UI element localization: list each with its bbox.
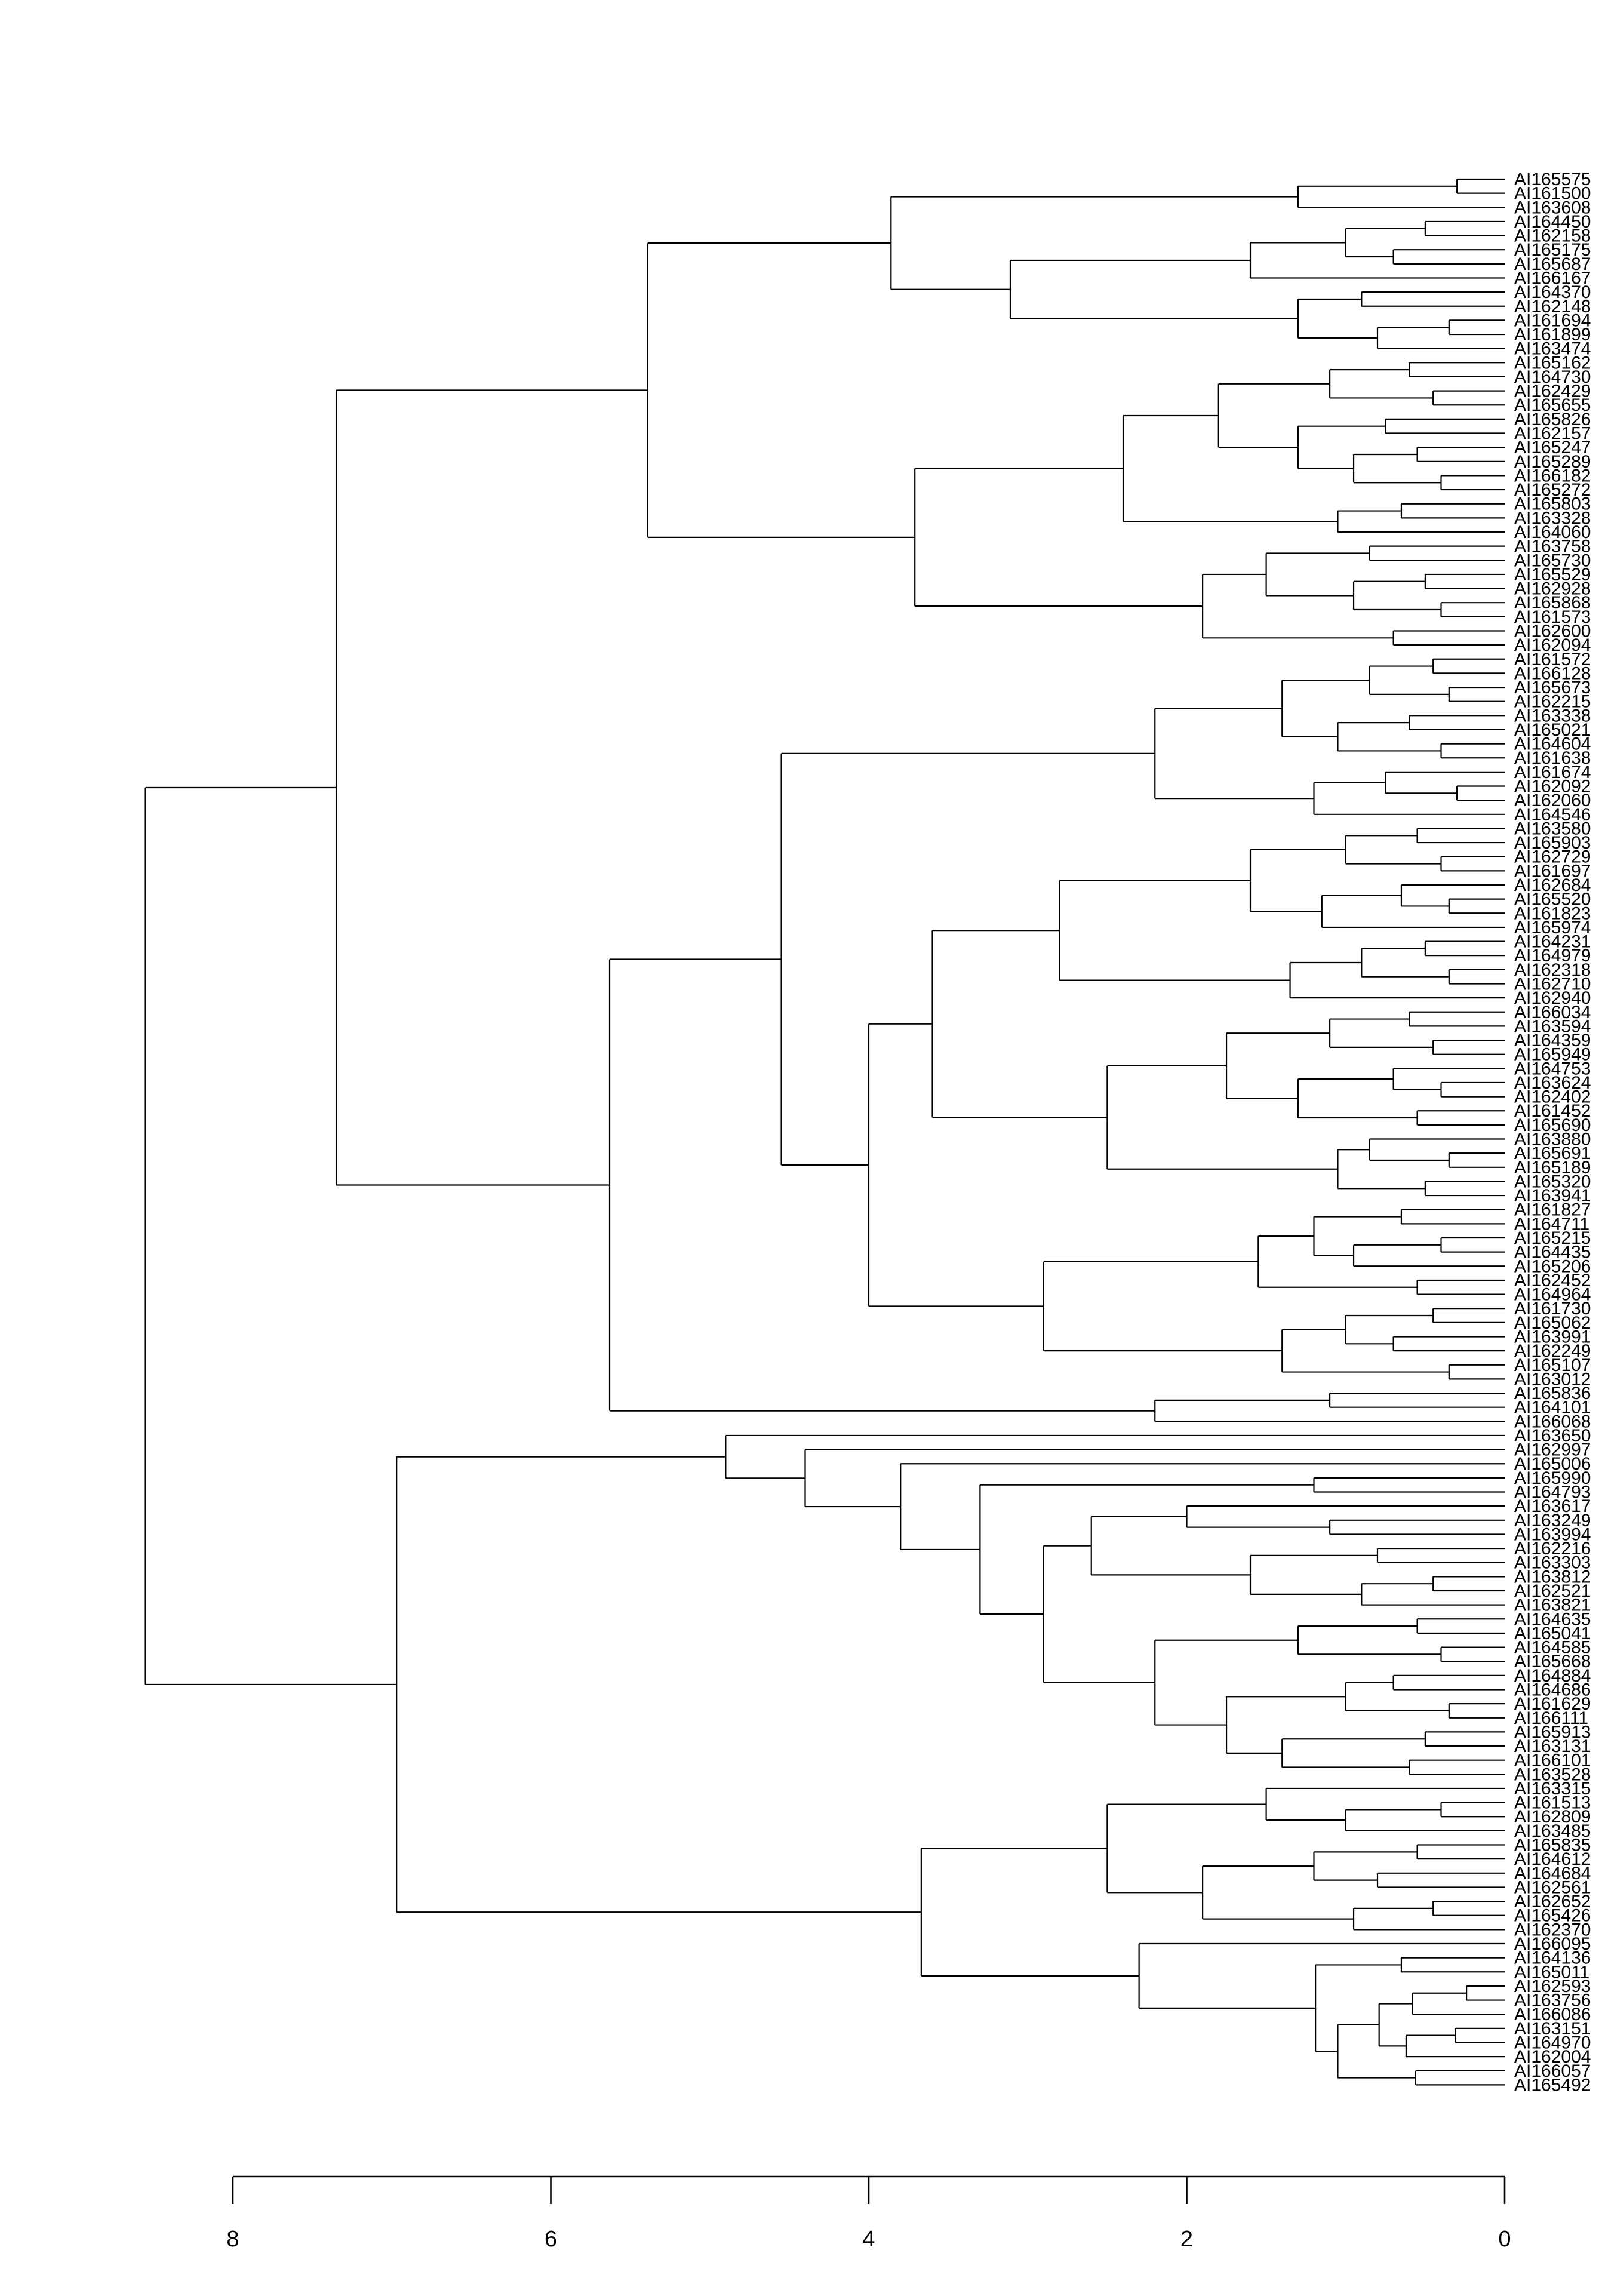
- leaf-label: AI163151: [1514, 2018, 1591, 2039]
- leaf-label: AI165107: [1514, 1355, 1591, 1375]
- leaf-label: AI165189: [1514, 1157, 1591, 1178]
- leaf-label: AI162809: [1514, 1807, 1591, 1827]
- leaf-label: AI166068: [1514, 1412, 1591, 1432]
- leaf-label: AI162429: [1514, 381, 1591, 401]
- leaf-label: AI166101: [1514, 1750, 1591, 1771]
- leaf-label: AI165006: [1514, 1454, 1591, 1474]
- leaf-label: AI164686: [1514, 1680, 1591, 1700]
- leaf-label: AI163131: [1514, 1736, 1591, 1757]
- leaf-label: AI165730: [1514, 551, 1591, 571]
- leaf-label: AI165868: [1514, 593, 1591, 613]
- leaf-label: AI165835: [1514, 1835, 1591, 1855]
- leaf-label: AI161572: [1514, 649, 1591, 669]
- leaf-label: AI163474: [1514, 339, 1591, 359]
- leaf-label: AI164546: [1514, 804, 1591, 825]
- leaf-label: AI162452: [1514, 1270, 1591, 1290]
- leaf-label: AI161827: [1514, 1200, 1591, 1220]
- leaf-label: AI163608: [1514, 198, 1591, 218]
- leaf-label: AI166182: [1514, 466, 1591, 486]
- leaf-label: AI162004: [1514, 2047, 1591, 2067]
- leaf-label: AI161513: [1514, 1793, 1591, 1813]
- leaf-label: AI161899: [1514, 325, 1591, 345]
- leaf-labels: [1514, 170, 1591, 2095]
- leaf-label: AI161573: [1514, 607, 1591, 627]
- leaf-label: AI166034: [1514, 1002, 1591, 1022]
- leaf-label: AI165903: [1514, 833, 1591, 853]
- leaf-label: AI162710: [1514, 974, 1591, 994]
- leaf-label: AI165272: [1514, 480, 1591, 500]
- leaf-label: AI162600: [1514, 621, 1591, 641]
- axis-tick-label: 2: [1180, 2227, 1194, 2252]
- dendrogram-tree: [146, 179, 1505, 2085]
- leaf-label: AI163303: [1514, 1553, 1591, 1573]
- leaf-label: AI165803: [1514, 494, 1591, 514]
- leaf-label: AI165826: [1514, 409, 1591, 429]
- leaf-label: AI165162: [1514, 353, 1591, 373]
- leaf-label: AI162215: [1514, 691, 1591, 712]
- leaf-label: AI163941: [1514, 1186, 1591, 1206]
- leaf-label: AI162652: [1514, 1892, 1591, 1912]
- leaf-label: AI166095: [1514, 1934, 1591, 1954]
- leaf-label: AI165175: [1514, 240, 1591, 260]
- leaf-label: AI165655: [1514, 395, 1591, 416]
- leaf-label: AI162370: [1514, 1920, 1591, 1940]
- leaf-label: AI163756: [1514, 1990, 1591, 2011]
- leaf-label: AI161674: [1514, 762, 1591, 782]
- leaf-label: AI164730: [1514, 367, 1591, 387]
- leaf-label: AI164359: [1514, 1031, 1591, 1051]
- leaf-label: AI164964: [1514, 1284, 1591, 1305]
- leaf-label: AI162729: [1514, 847, 1591, 867]
- leaf-label: AI164231: [1514, 932, 1591, 952]
- leaf-label: AI164711: [1514, 1214, 1590, 1234]
- leaf-label: AI163624: [1514, 1072, 1591, 1093]
- leaf-label: AI163594: [1514, 1016, 1591, 1037]
- leaf-label: AI163012: [1514, 1369, 1591, 1390]
- leaf-label: AI165041: [1514, 1623, 1591, 1643]
- leaf-label: AI165668: [1514, 1652, 1591, 1672]
- leaf-label: AI161694: [1514, 311, 1591, 331]
- leaf-label: AI163328: [1514, 508, 1591, 528]
- leaf-label: AI163994: [1514, 1524, 1591, 1545]
- leaf-label: AI165320: [1514, 1172, 1591, 1192]
- leaf-label: AI162092: [1514, 776, 1591, 797]
- leaf-label: AI165990: [1514, 1468, 1591, 1488]
- leaf-label: AI162593: [1514, 1976, 1591, 1996]
- leaf-label: AI165215: [1514, 1228, 1591, 1248]
- leaf-label: AI166128: [1514, 663, 1591, 684]
- leaf-label: AI164450: [1514, 211, 1591, 232]
- leaf-label: AI161500: [1514, 183, 1591, 204]
- leaf-label: AI161823: [1514, 903, 1591, 924]
- axis-tick-label: 4: [862, 2227, 875, 2252]
- leaf-label: AI163821: [1514, 1595, 1591, 1615]
- leaf-label: AI166057: [1514, 2061, 1591, 2081]
- leaf-label: AI163315: [1514, 1778, 1591, 1799]
- leaf-label: AI163758: [1514, 536, 1591, 557]
- leaf-label: AI163650: [1514, 1425, 1591, 1446]
- leaf-label: AI165673: [1514, 678, 1591, 698]
- leaf-label: AI165021: [1514, 720, 1591, 740]
- leaf-label: AI164753: [1514, 1059, 1591, 1079]
- leaf-label: AI163249: [1514, 1510, 1591, 1530]
- leaf-label: AI165492: [1514, 2075, 1591, 2095]
- x-axis: [226, 2177, 1511, 2252]
- leaf-label: AI165206: [1514, 1256, 1591, 1277]
- leaf-label: AI163812: [1514, 1567, 1591, 1587]
- leaf-label: AI165836: [1514, 1384, 1591, 1404]
- leaf-label: AI164370: [1514, 282, 1591, 303]
- leaf-label: AI162148: [1514, 296, 1591, 316]
- leaf-label: AI162249: [1514, 1341, 1591, 1361]
- leaf-label: AI164101: [1514, 1397, 1591, 1418]
- leaf-label: AI163880: [1514, 1129, 1591, 1149]
- leaf-label: AI165913: [1514, 1722, 1591, 1742]
- leaf-label: AI161730: [1514, 1299, 1591, 1319]
- axis-tick-label: 6: [544, 2227, 558, 2252]
- leaf-label: AI162157: [1514, 423, 1591, 444]
- leaf-label: AI162997: [1514, 1440, 1591, 1460]
- leaf-label: AI161629: [1514, 1694, 1591, 1714]
- leaf-label: AI164884: [1514, 1665, 1591, 1686]
- leaf-label: AI165289: [1514, 451, 1591, 472]
- leaf-label: AI165949: [1514, 1044, 1591, 1065]
- leaf-label: AI164604: [1514, 734, 1591, 754]
- leaf-label: AI166111: [1514, 1708, 1588, 1728]
- leaf-label: AI163485: [1514, 1821, 1591, 1841]
- leaf-label: AI164793: [1514, 1482, 1591, 1502]
- leaf-label: AI166086: [1514, 2005, 1591, 2025]
- leaf-label: AI161697: [1514, 861, 1591, 881]
- axis-tick-label: 8: [226, 2227, 239, 2252]
- leaf-label: AI165062: [1514, 1313, 1591, 1333]
- leaf-label: AI163338: [1514, 706, 1591, 726]
- leaf-label: AI164136: [1514, 1948, 1591, 1968]
- leaf-label: AI164970: [1514, 2033, 1591, 2053]
- leaf-label: AI165974: [1514, 917, 1591, 938]
- axis-tick-label: 0: [1498, 2227, 1511, 2252]
- leaf-label: AI162318: [1514, 960, 1591, 980]
- leaf-label: AI163528: [1514, 1765, 1591, 1785]
- leaf-label: AI164585: [1514, 1637, 1591, 1658]
- leaf-label: AI165575: [1514, 170, 1591, 189]
- leaf-label: AI164979: [1514, 946, 1591, 966]
- leaf-label: AI162216: [1514, 1539, 1591, 1559]
- leaf-label: AI165691: [1514, 1144, 1591, 1164]
- leaf-label: AI162940: [1514, 988, 1591, 1009]
- leaf-label: AI162402: [1514, 1087, 1591, 1107]
- leaf-label: AI163617: [1514, 1496, 1591, 1517]
- leaf-label: AI165690: [1514, 1115, 1591, 1135]
- leaf-label: AI162561: [1514, 1877, 1591, 1898]
- leaf-label: AI162094: [1514, 635, 1591, 656]
- leaf-label: AI165426: [1514, 1905, 1591, 1926]
- leaf-label: AI164684: [1514, 1863, 1591, 1883]
- leaf-label: AI164060: [1514, 522, 1591, 542]
- leaf-label: AI162158: [1514, 226, 1591, 246]
- leaf-label: AI162521: [1514, 1581, 1591, 1601]
- leaf-label: AI165247: [1514, 438, 1591, 458]
- leaf-label: AI162060: [1514, 791, 1591, 811]
- leaf-label: AI165520: [1514, 889, 1591, 909]
- leaf-label: AI165687: [1514, 254, 1591, 274]
- leaf-label: AI161638: [1514, 748, 1591, 769]
- leaf-label: AI162928: [1514, 579, 1591, 599]
- leaf-label: AI166167: [1514, 268, 1591, 288]
- leaf-label: AI165011: [1514, 1962, 1590, 1983]
- leaf-label: AI162684: [1514, 875, 1591, 895]
- leaf-label: AI161452: [1514, 1101, 1591, 1121]
- leaf-label: AI163991: [1514, 1327, 1591, 1347]
- leaf-label: AI164635: [1514, 1609, 1591, 1630]
- leaf-label: AI163580: [1514, 819, 1591, 839]
- leaf-label: AI165529: [1514, 564, 1591, 585]
- leaf-label: AI164612: [1514, 1849, 1591, 1870]
- leaf-label: AI164435: [1514, 1242, 1591, 1262]
